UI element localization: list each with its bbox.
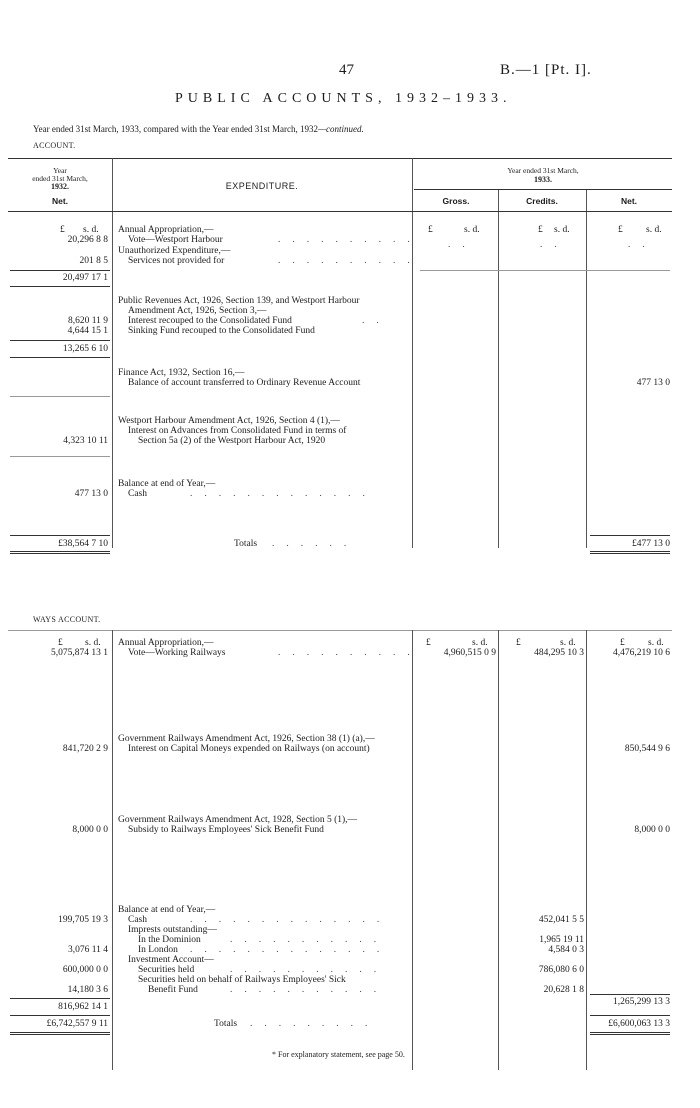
unit-pound: £ <box>428 225 433 235</box>
col-net: Net. <box>620 196 638 206</box>
col-rule-prev <box>112 158 113 548</box>
vote-westport: Vote—Westport Harbour <box>128 235 223 245</box>
unit-pound: £ <box>620 638 625 648</box>
leader-dots: .. <box>362 316 391 326</box>
leader-dots: ........... <box>230 965 389 975</box>
sinking-fund: Sinking Fund recouped to the Consolidated Fund <box>128 326 315 336</box>
leader-dots: .......... <box>278 256 422 266</box>
rule <box>10 340 110 341</box>
prev-vote: 5,075,874 13 1 <box>51 648 108 658</box>
subtitle-main: Year ended 31st March, 1933, compared with the Year ended 31st March, 1932 <box>33 124 319 134</box>
prev-interest: 8,620 11 9 <box>67 316 108 326</box>
header-top-rule <box>8 158 672 159</box>
westport-act: Westport Harbour Amendment Act, 1926, Section 4 (1),— <box>118 416 340 426</box>
rule <box>10 1015 110 1016</box>
prev-balance-total: 816,962 14 1 <box>58 1002 108 1012</box>
totals-label: Totals <box>214 1019 238 1029</box>
leader-dots: .............. <box>190 915 392 925</box>
ways-account-label: WAYS ACCOUNT. <box>33 615 101 624</box>
credits-vote: 484,295 10 3 <box>534 648 584 658</box>
rule <box>10 998 110 999</box>
investment: Investment Account— <box>128 955 214 965</box>
prev-interest-capital: 841,720 2 9 <box>62 744 108 754</box>
subtotal-2: 13,265 6 10 <box>62 344 108 354</box>
page-subtitle <box>33 124 364 134</box>
prev-cash: 199,705 19 3 <box>58 915 108 925</box>
vote-railways: Vote—Working Railways <box>128 648 226 658</box>
leader-dots: ........... <box>230 935 389 945</box>
unit-sd: s. d. <box>554 225 570 235</box>
securities-behalf-2: Benefit Fund <box>148 985 198 995</box>
leader-dots: ............. <box>190 489 377 499</box>
col-rule-gross <box>498 630 499 1070</box>
interest-capital: Interest on Capital Moneys expended on Railways (on account) <box>128 744 370 754</box>
unit-pound: £ <box>516 638 521 648</box>
balance-end: Balance at end of Year,— <box>118 479 216 489</box>
col-rule-credits <box>586 190 587 548</box>
col-prev-year-1: Year <box>53 166 67 175</box>
subtotal-1: 20,497 17 1 <box>62 273 108 283</box>
rule <box>8 630 672 631</box>
services: Services not provided for <box>128 256 225 266</box>
page-reference: B.—1 [Pt. I]. <box>500 62 592 78</box>
unit-sd: s. d. <box>472 638 488 648</box>
in-dominion: In the Dominion <box>138 935 201 945</box>
gross-vote: 4,960,515 0 9 <box>443 648 496 658</box>
prev-securities: 600,000 0 0 <box>62 965 108 975</box>
leader-dots: ......... <box>250 1019 380 1029</box>
unit-sd: s. d. <box>464 225 480 235</box>
double-rule <box>10 1032 110 1035</box>
prev-behalf: 14,180 3 6 <box>67 985 108 995</box>
credits-dominion: 1,965 19 11 <box>539 935 584 945</box>
col-rule-credits <box>586 630 587 1070</box>
unit-pound: £ <box>60 225 65 235</box>
prev-london: 3,076 11 4 <box>67 945 108 955</box>
prev-sinking: 4,644 15 1 <box>67 326 108 336</box>
col-credits: Credits. <box>526 196 558 206</box>
leader-dots: ...... <box>272 539 359 549</box>
unauthorized: Unauthorized Expenditure,— <box>118 246 231 256</box>
col-rule-desc <box>412 630 413 1070</box>
rule <box>10 357 110 358</box>
header-bottom-rule <box>8 211 672 212</box>
credits-cash: 452,041 5 5 <box>538 915 584 925</box>
cash: Cash <box>128 915 147 925</box>
securities-behalf-1: Securities held on behalf of Railways Employees' Sick <box>138 975 346 985</box>
unit-pound: £ <box>58 638 63 648</box>
unit-pound: £ <box>538 225 543 235</box>
empty-dots: .. <box>540 240 569 250</box>
account-label: ACCOUNT. <box>33 141 76 150</box>
double-rule <box>590 1032 670 1035</box>
net-vote: 4,476,219 10 6 <box>613 648 670 658</box>
rule <box>420 270 670 271</box>
finance-act: Finance Act, 1932, Section 16,— <box>118 368 245 378</box>
page-title: PUBLIC ACCOUNTS, 1932–1933. <box>175 91 512 106</box>
double-rule <box>590 551 670 554</box>
credits-behalf: 20,628 1 8 <box>543 985 584 995</box>
securities-held: Securities held <box>138 965 195 975</box>
rule <box>10 270 110 271</box>
header-mid-rule <box>414 189 672 190</box>
col-prev-year-2: ended 31st March, <box>32 174 88 183</box>
rule <box>10 456 110 457</box>
net-subsidy: 8,000 0 0 <box>634 825 670 835</box>
prev-subsidy: 8,000 0 0 <box>72 825 108 835</box>
credits-securities: 786,080 6 0 <box>538 965 584 975</box>
col-prev-net: Net. <box>51 196 69 206</box>
unit-pound: £ <box>426 638 431 648</box>
net-balance-transferred: 477 13 0 <box>636 378 670 388</box>
prev-total: £6,742,557 9 11 <box>46 1019 108 1029</box>
public-revenues-2: Amendment Act, 1926, Section 3,— <box>128 306 267 316</box>
prev-cash: 477 13 0 <box>74 489 108 499</box>
unit-sd: s. d. <box>648 638 664 648</box>
empty-dots: .. <box>448 240 477 250</box>
public-revenues-1: Public Revenues Act, 1926, Section 139, and Westport Harbour <box>118 296 360 306</box>
rule <box>10 286 110 287</box>
rule <box>590 994 670 995</box>
net-interest-capital: 850,544 9 6 <box>624 744 670 754</box>
unit-sd: s. d. <box>83 225 99 235</box>
rule <box>590 1015 670 1016</box>
unit-sd: s. d. <box>646 225 662 235</box>
double-rule <box>10 551 110 554</box>
interest-recouped: Interest recouped to the Consolidated Fund <box>128 316 292 326</box>
col-rule-desc <box>412 158 413 548</box>
unit-sd: s. d. <box>85 638 101 648</box>
prev-services: 201 8 5 <box>79 256 108 266</box>
totals-label: Totals <box>234 539 258 549</box>
col-curr-year-2: 1933. <box>534 175 552 184</box>
in-london: In London <box>138 945 178 955</box>
annual-appropriation: Annual Appropriation,— <box>118 638 214 648</box>
unit-sd: s. d. <box>560 638 576 648</box>
balance-transferred: Balance of account transferred to Ordinary Revenue Account <box>128 378 361 388</box>
rule <box>10 535 110 536</box>
subtitle-suffix: —continued. <box>318 124 364 134</box>
leader-dots: .............. <box>190 945 392 955</box>
subsidy: Subsidy to Railways Employees' Sick Benefit Fund <box>128 825 324 835</box>
balance-end: Balance at end of Year,— <box>118 905 216 915</box>
prev-interest-advances: 4,323 10 11 <box>63 436 108 446</box>
imprests: Imprests outstanding— <box>128 925 217 935</box>
gov-act-1926: Government Railways Amendment Act, 1926, Section 38 (1) (a),— <box>118 734 375 744</box>
unit-pound: £ <box>618 225 623 235</box>
prev-total: £38,564 7 10 <box>58 539 108 549</box>
rule <box>10 396 110 397</box>
footnote: * For explanatory statement, see page 50. <box>272 1050 405 1059</box>
cash: Cash <box>128 489 147 499</box>
col-expenditure: EXPENDITURE. <box>225 181 299 191</box>
leader-dots: .......... <box>278 648 422 658</box>
leader-dots: ........... <box>230 985 389 995</box>
page-number: 47 <box>339 62 354 78</box>
col-gross: Gross. <box>442 196 470 206</box>
net-balance-total: 1,265,299 13 3 <box>613 997 670 1007</box>
annual-appropriation: Annual Appropriation,— <box>118 225 214 235</box>
interest-advances-2: Section 5a (2) of the Westport Harbour Act, 1920 <box>138 436 326 446</box>
rule <box>590 535 670 536</box>
leader-dots: .......... <box>278 235 422 245</box>
net-total: £477 13 0 <box>632 539 670 549</box>
col-rule-gross <box>498 190 499 548</box>
col-prev-year-3: 1932. <box>51 182 69 191</box>
interest-advances-1: Interest on Advances from Consolidated Fund in terms of <box>128 426 347 436</box>
empty-dots: .. <box>628 240 657 250</box>
credits-london: 4,584 0 3 <box>548 945 584 955</box>
col-curr-year-1: Year ended 31st March, <box>507 166 579 175</box>
net-total: £6,600,063 13 3 <box>608 1019 670 1029</box>
gov-act-1928: Government Railways Amendment Act, 1928, Section 5 (1),— <box>118 815 358 825</box>
col-rule-prev <box>112 630 113 1070</box>
prev-vote: 20,296 8 8 <box>67 235 108 245</box>
